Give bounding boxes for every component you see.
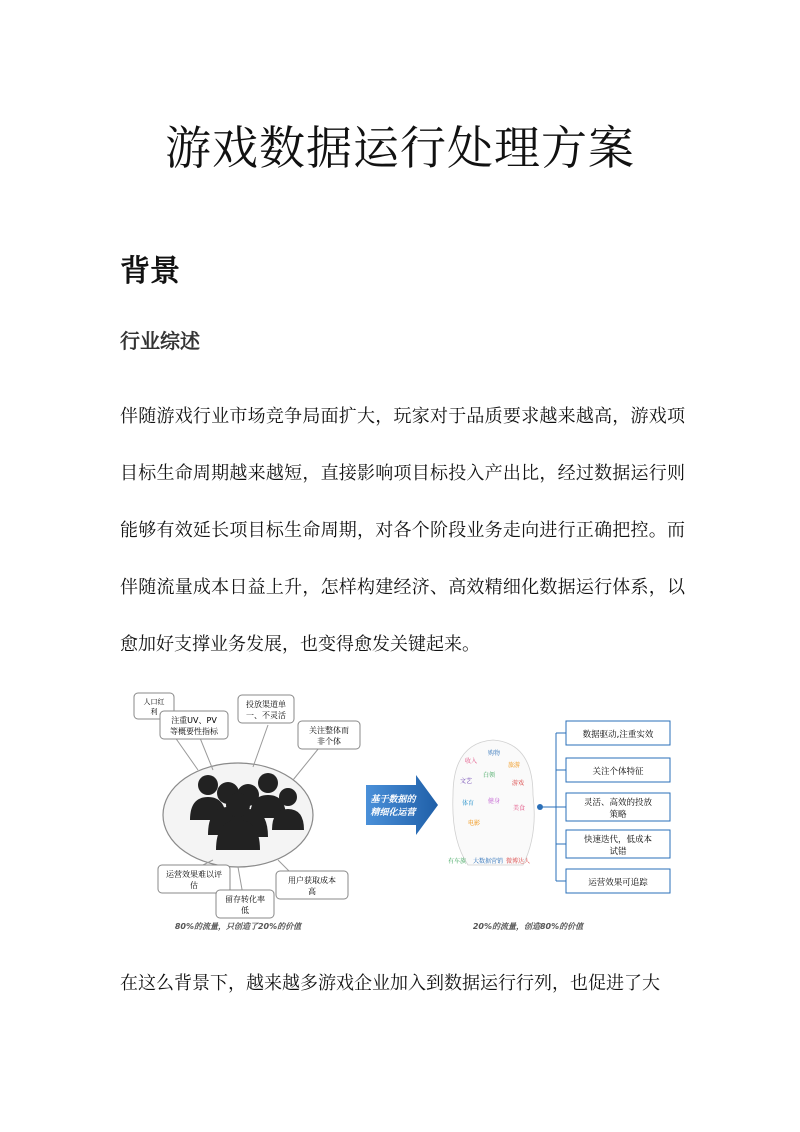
svg-text:美食: 美食 [513,805,526,812]
svg-text:试错: 试错 [609,847,627,857]
svg-text:体育: 体育 [462,800,475,807]
svg-text:旅游: 旅游 [508,762,521,769]
refined-operation-arrow [366,775,438,835]
box-fast-iteration [566,830,670,858]
word-cloud-face-icon [448,740,534,865]
svg-text:利: 利 [150,708,158,716]
bubble-overall [298,721,360,749]
svg-text:健身: 健身 [488,798,501,805]
svg-text:精细化运营: 精细化运营 [370,808,416,818]
svg-text:收入: 收入 [465,758,478,765]
box-individual [566,758,670,782]
svg-text:文艺: 文艺 [460,778,473,785]
box-flexible-delivery [566,793,670,821]
svg-text:策略: 策略 [609,810,627,820]
svg-text:购物: 购物 [488,750,501,757]
paragraph-intro: 伴随游戏行业市场竞争局面扩大，玩家对于品质要求越来越高，游戏项目标生命周期越来越短，直接影响项目标投入产出比，经过数据运行则能够有效延长项目标生命周期，对各个阶段业务走向进行正确把控。而伴随流量成本日益上升，怎样构建经济、高效精细化数据运行体系，以愈加好支撑业务发展，也变得愈发关键起来。 [120,406,685,655]
svg-text:数据驱动,注重实效: 数据驱动,注重实效 [582,730,654,740]
svg-text:留存转化率: 留存转化率 [225,895,265,904]
comparison-figure [128,685,678,935]
svg-text:低: 低 [241,906,249,915]
paragraph-continuation: 在这么背景下，越来越多游戏企业加入到数据运行行列，也促进了大 [120,973,660,994]
svg-text:有车族: 有车族 [448,858,467,865]
section-heading: 背景 [120,254,180,289]
svg-text:大数据营销: 大数据营销 [473,858,504,865]
svg-text:游戏: 游戏 [512,780,525,787]
left-caption: 80%的流量，只创造了20%的价值 [174,922,302,931]
figure-illustration [128,685,678,935]
svg-text:估: 估 [190,881,198,890]
svg-text:电影: 电影 [468,820,481,827]
svg-text:白领: 白领 [483,772,496,779]
svg-text:快速迭代，低成本: 快速迭代，低成本 [583,835,653,845]
bubble-retention [216,890,274,918]
svg-text:非个体: 非个体 [317,737,341,746]
svg-text:基于数据的: 基于数据的 [370,795,416,805]
svg-text:用户获取成本: 用户获取成本 [288,876,336,885]
bubble-channel [238,695,294,723]
svg-text:注重UV、PV: 注重UV、PV [171,716,217,725]
right-caption: 20%的流量，创造80%的价值 [472,922,584,931]
svg-text:微博达人: 微博达人 [506,858,531,865]
svg-text:关注整体而: 关注整体而 [309,726,349,735]
bubble-evaluation [158,865,230,893]
svg-text:投放渠道单: 投放渠道单 [246,700,286,709]
svg-text:运营效果可追踪: 运营效果可追踪 [588,878,648,888]
svg-text:灵活、高效的投放: 灵活、高效的投放 [583,798,653,808]
bubble-uv-pv [160,711,228,739]
svg-text:高: 高 [308,887,316,896]
svg-text:等概要性指标: 等概要性指标 [170,727,218,736]
svg-text:运营效果难以评: 运营效果难以评 [166,870,222,879]
subsection-heading: 行业综述 [120,329,200,353]
svg-text:关注个体特征: 关注个体特征 [592,767,644,777]
box-trackable [566,869,670,893]
svg-text:一、不灵活: 一、不灵活 [246,711,286,720]
bubble-acquisition-cost [276,871,348,899]
box-data-driven [566,721,670,745]
document-title: 游戏数据运行处理方案 [165,121,635,175]
svg-text:人口红: 人口红 [143,698,165,706]
